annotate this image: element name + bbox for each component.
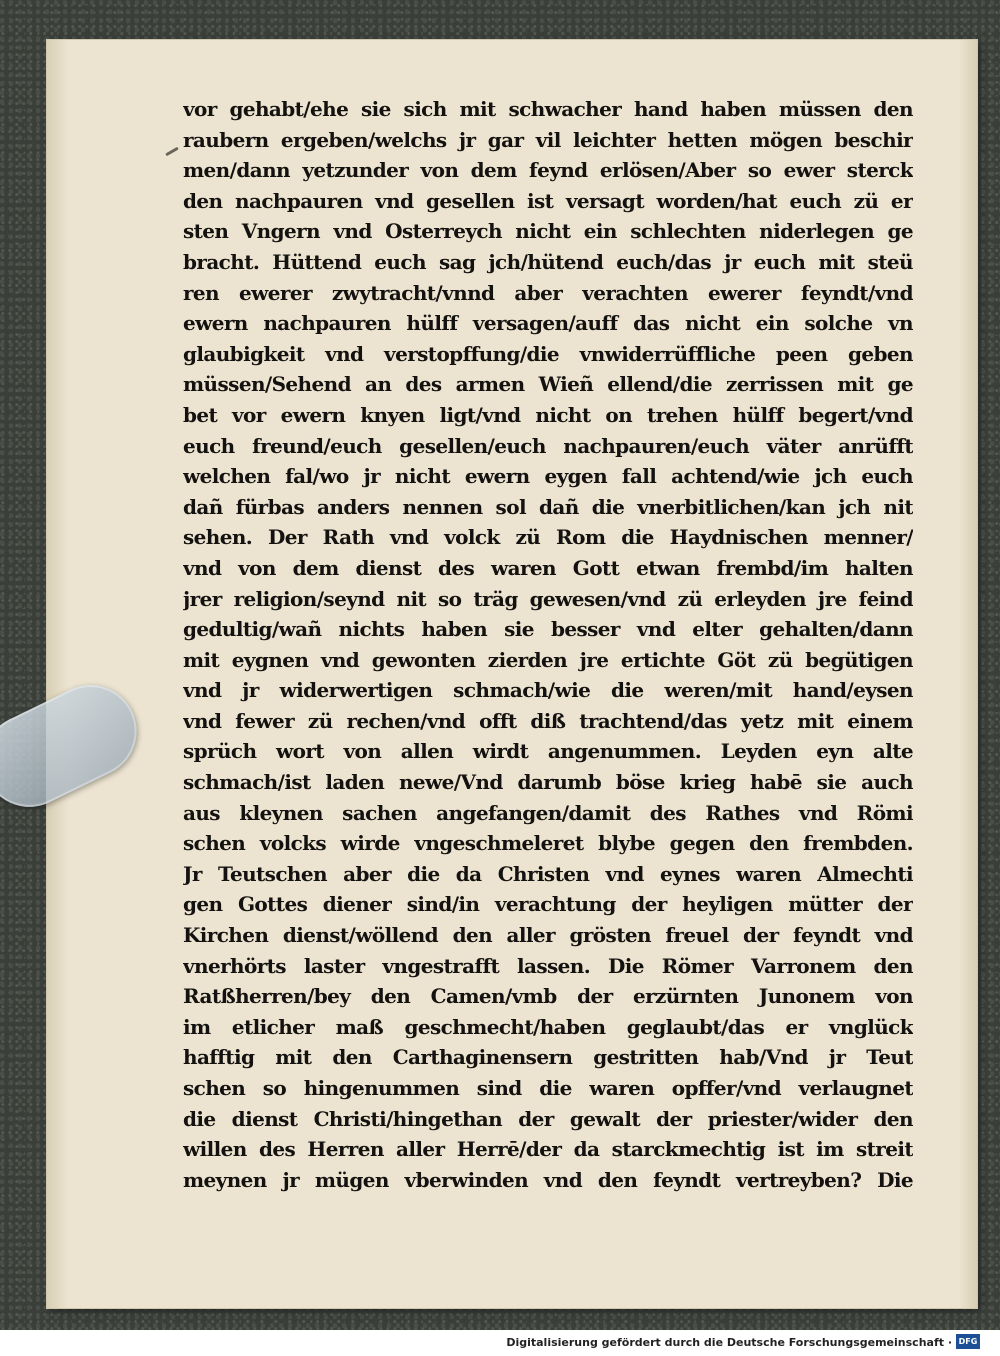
text-line: vor gehabt/ehe sie sich mit schwacher hand haben müssen den: [183, 97, 913, 121]
text-line: meynen jr mügen vberwinden vnd den feyndt vertreyben? Die: [183, 1167, 913, 1192]
pencil-mark: [165, 147, 179, 157]
text-line: vnd jr widerwertigen schmach/wie die weren/mit hand/eysen: [183, 678, 913, 703]
text-line: dañ fürbas anders nennen sol dañ die vnerbitlichen/kan jch nit: [183, 494, 913, 519]
text-line: sehen. Der Rath vnd volck zü Rom die Haydnischen menner/: [183, 525, 913, 550]
text-line: ren ewerer zwytracht/vnnd aber verachten ewerer feyndt/vnd: [183, 280, 913, 305]
body-text: [183, 94, 913, 1195]
text-line: sten Vngern vnd Osterreych nicht ein schlechten niderlegen ge: [183, 219, 913, 244]
text-line: im etlicher maß geschmecht/haben geglaubt/das er vnglück: [183, 1014, 913, 1039]
book-page: [47, 40, 977, 1308]
text-line: gedultig/wañ nichts haben sie besser vnd elter gehalten/dann: [183, 617, 913, 642]
text-line: bet vor ewern knyen ligt/vnd nicht on trehen hülff begert/vnd: [183, 402, 913, 427]
text-line: Ratßherren/bey den Camen/vmb der erzürnten Junonem von: [183, 984, 913, 1009]
text-line: vnerhörts laster vngestrafft lassen. Die Römer Varronem den: [183, 953, 913, 978]
text-line: welchen fal/wo jr nicht ewern eygen fall achtend/wie jch euch: [183, 464, 913, 489]
text-line: vnd von dem dienst des waren Gott etwan frembd/im halten: [183, 555, 913, 580]
text-line: sprüch wort von allen wirdt angenummen. Leyden eyn alte: [183, 739, 913, 764]
text-line: vnd fewer zü rechen/vnd offt diß trachtend/das yetz mit einem: [183, 708, 913, 733]
text-line: gen Gottes diener sind/in verachtung der heyligen mütter der: [183, 892, 913, 917]
text-line: bracht. Hüttend euch sag jch/hütend euch/das jr euch mit steü: [183, 249, 913, 274]
text-line: willen des Herren aller Herrē/der da starckmechtig ist im streit: [183, 1137, 913, 1162]
text-line: schen so hingenummen sind die waren opffer/vnd verlaugnet: [183, 1076, 913, 1100]
text-line: schen volcks wirde vngeschmeleret blybe gegen den frembden.: [183, 831, 913, 856]
text-line: euch freund/euch gesellen/euch nachpauren/euch väter anrüfft: [183, 433, 913, 458]
dfg-logo: DFG: [956, 1334, 980, 1349]
text-line: mit eygnen vnd gewonten zierden jre ertichte Göt zü begütigen: [183, 647, 913, 672]
text-line: raubern ergeben/welchs jr gar vil leichter hetten mögen beschir: [183, 127, 913, 152]
text-line: schmach/ist laden newe/Vnd darumb böse krieg habē sie auch: [183, 770, 913, 795]
text-line: glaubigkeit vnd verstopffung/die vnwiderrüffliche peen geben: [183, 341, 913, 366]
text-line: müssen/Sehend an des armen Wieñ ellend/die zerrissen mit ge: [183, 372, 913, 397]
text-line: men/dann yetzunder von dem feynd erlösen/Aber so ewer sterck: [183, 158, 913, 183]
text-line: ewern nachpauren hülff versagen/auff das nicht ein solche vn: [183, 311, 913, 336]
text-line: Kirchen dienst/wöllend den aller grösten freuel der feyndt vnd: [183, 923, 913, 948]
text-line: die dienst Christi/hingethan der gewalt der priester/wider den: [183, 1106, 913, 1131]
text-line: aus kleynen sachen angefangen/damit des Rathes vnd Römi: [183, 800, 913, 825]
text-line: hafftig mit den Carthaginensern gestritten hab/Vnd jr Teut: [183, 1045, 913, 1070]
text-line: jrer religion/seynd nit so träg gewesen/vnd zü erleyden jre feind: [183, 586, 913, 611]
funding-credit: Digitalisierung gefördert durch die Deutsche Forschungsgemeinschaft ·: [506, 1336, 952, 1349]
text-line: Jr Teutschen aber die da Christen vnd eynes waren Almechti: [183, 861, 913, 886]
text-line: den nachpauren vnd gesellen ist versagt worden/hat euch zü er: [183, 188, 913, 213]
